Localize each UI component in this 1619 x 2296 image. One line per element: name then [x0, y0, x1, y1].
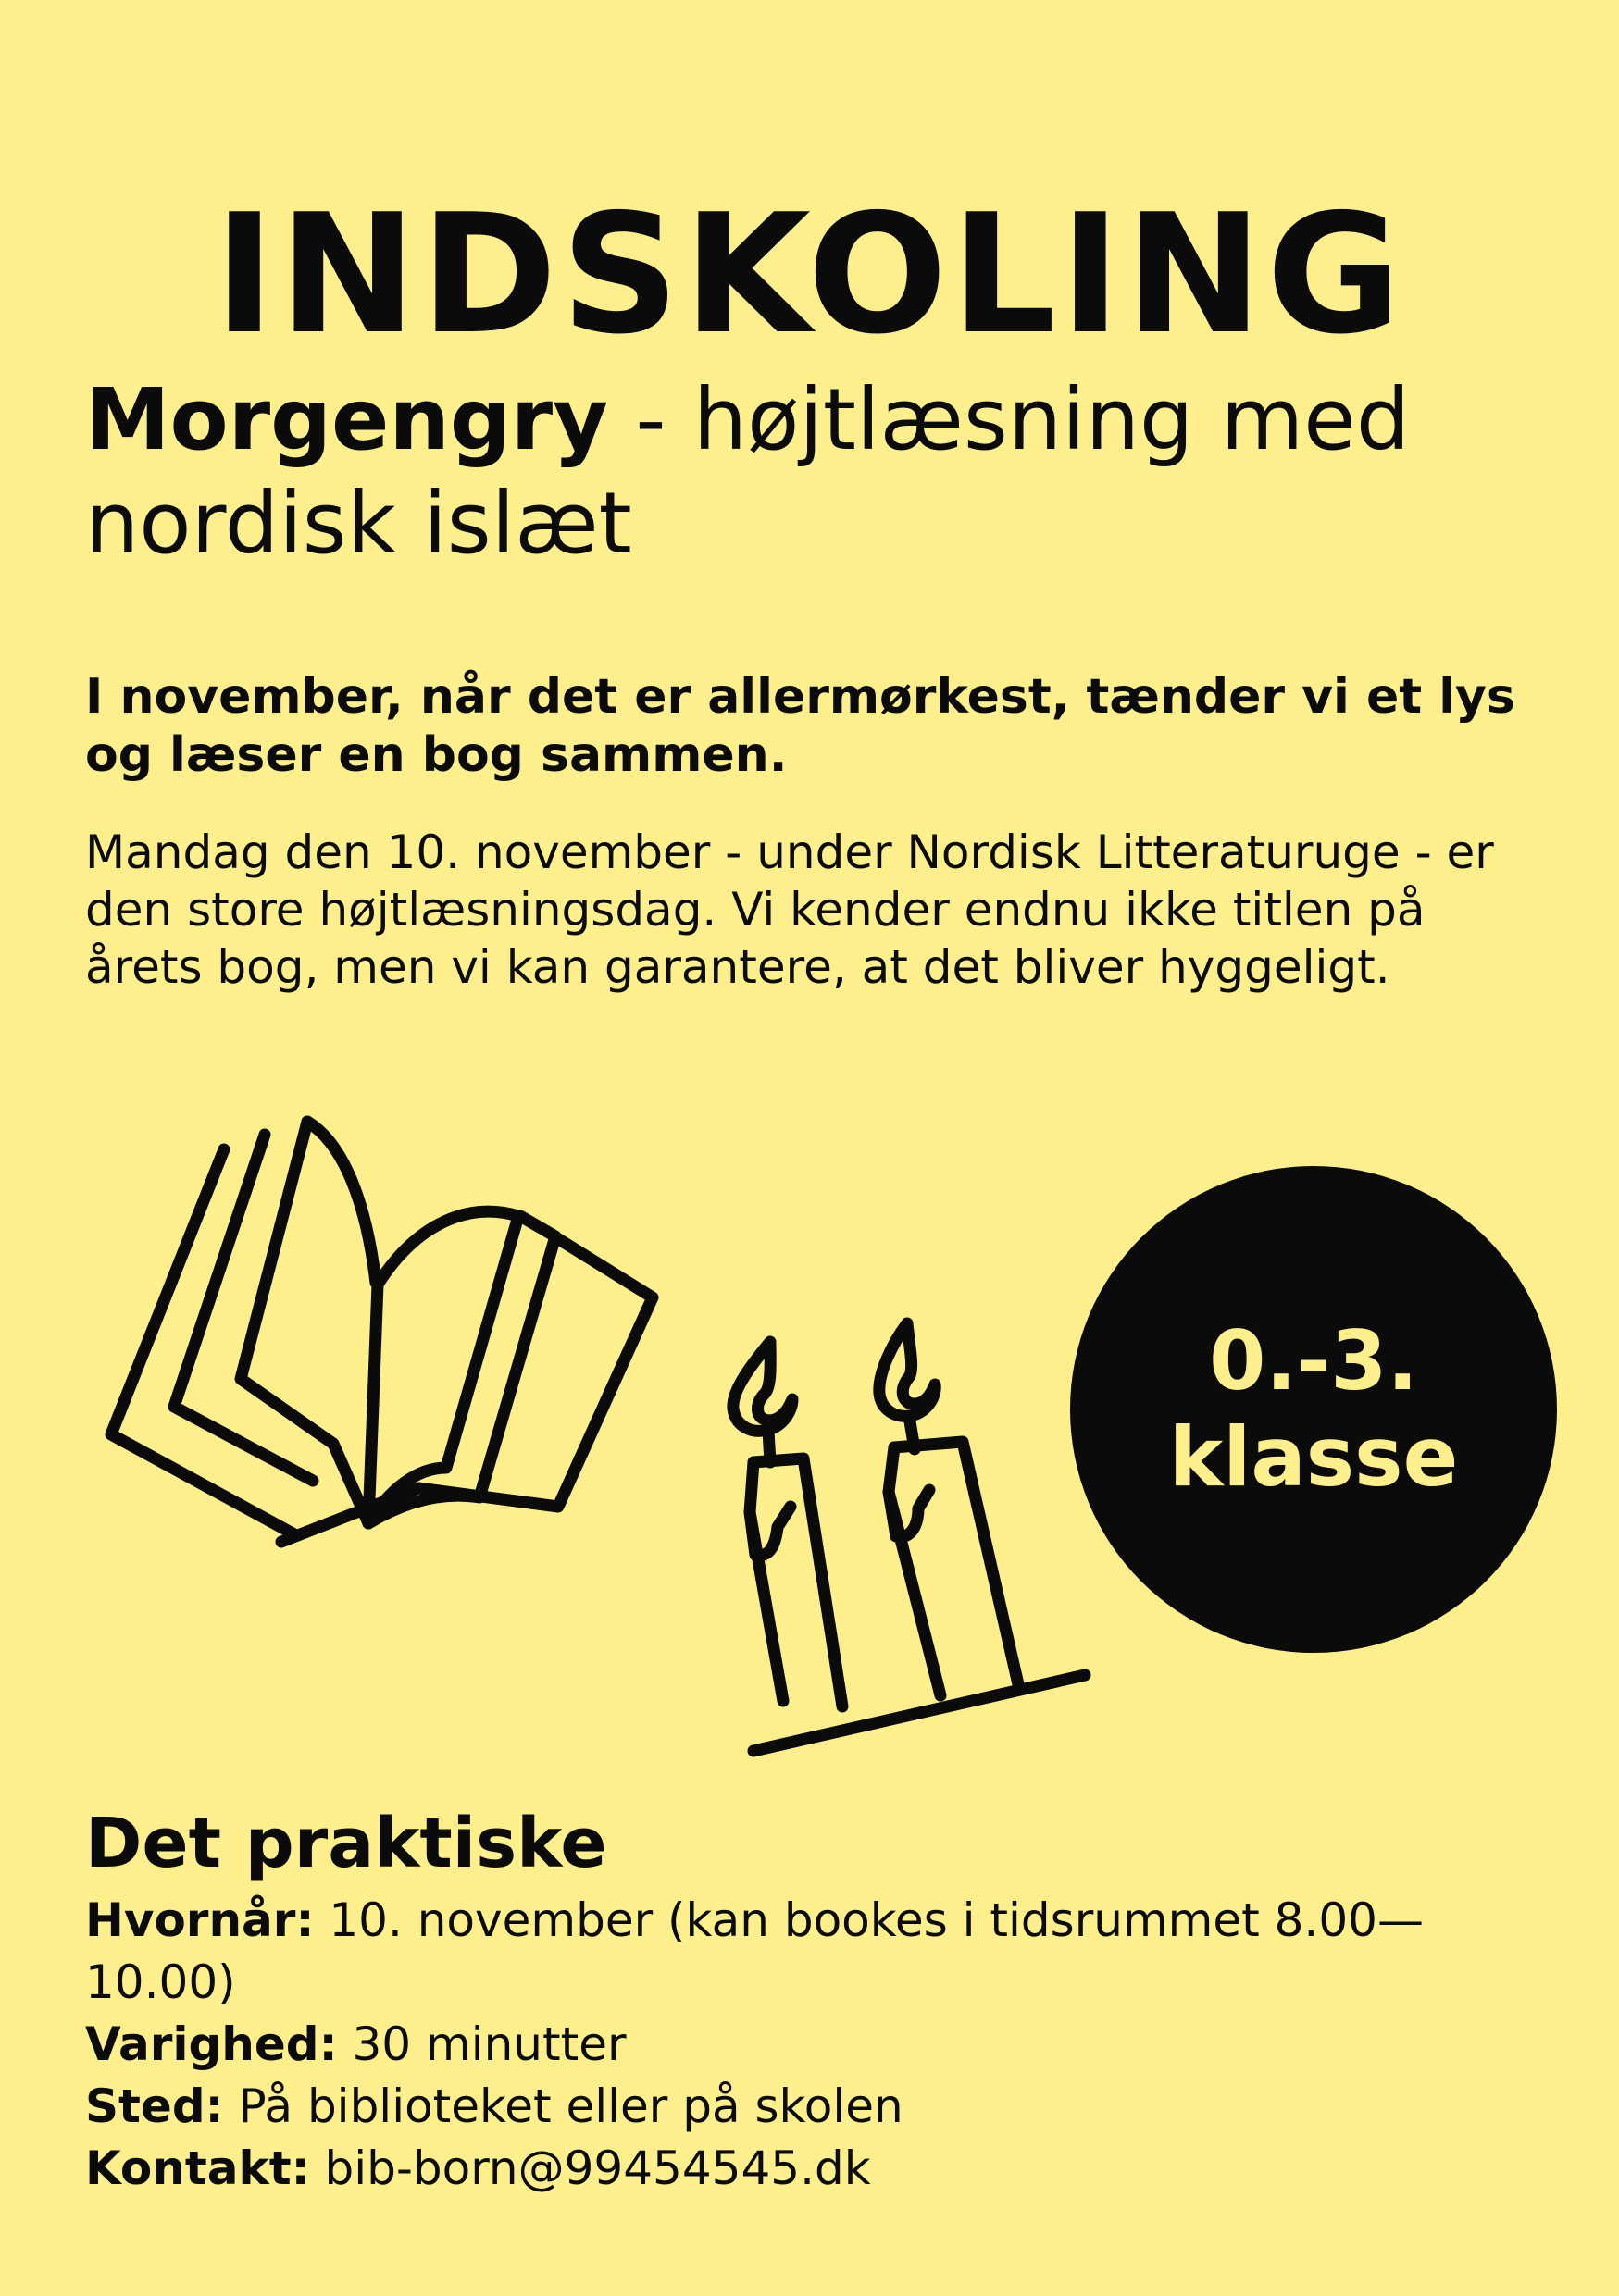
grade-badge	[1070, 1166, 1557, 1653]
grade-range: 0.-3.	[1209, 1313, 1418, 1409]
when-label: Hvornår:	[85, 1893, 315, 1947]
candles-icon	[713, 1307, 1111, 1769]
event-description: - højtlæsning med nordisk islæt	[85, 370, 1411, 573]
contact-label: Kontakt:	[85, 2141, 310, 2195]
info-row-when	[85, 1890, 1529, 2014]
page-title: INDSKOLING	[213, 179, 1406, 371]
duration-value: 30 minutter	[337, 2017, 627, 2071]
when-value: 10. november (kan bookes i tidsrummet 8.00—10.00)	[85, 1893, 1424, 2009]
practical-heading: Det praktiske	[85, 1804, 607, 1883]
duration-label: Varighed:	[85, 2017, 338, 2071]
practical-info	[85, 1890, 1529, 2200]
grade-label: klasse	[1168, 1409, 1459, 1505]
contact-email[interactable]: bib-born@99454545.dk	[309, 2141, 871, 2195]
open-book-icon	[102, 1101, 676, 1620]
info-row-duration	[85, 2014, 1529, 2076]
body-paragraph: Mandag den 10. november - under Nordisk Litteraturuge - er den store højtlæsningsdag. Vi kender endnu ikke titlen på årets bog, men vi kan garantere, at det bliver hyggeligt.	[85, 825, 1494, 994]
event-name: Morgengry	[85, 370, 609, 469]
lead-paragraph: I november, når det er allermørkest, tænder vi et lys og læser en bog sammen.	[85, 669, 1515, 783]
grade-badge-text	[1169, 1313, 1459, 1506]
event-subtitle	[85, 368, 1529, 576]
place-value: På biblioteket eller på skolen	[223, 2079, 903, 2133]
place-label: Sted:	[85, 2079, 224, 2133]
info-row-place	[85, 2076, 1529, 2138]
info-row-contact	[85, 2138, 1529, 2200]
